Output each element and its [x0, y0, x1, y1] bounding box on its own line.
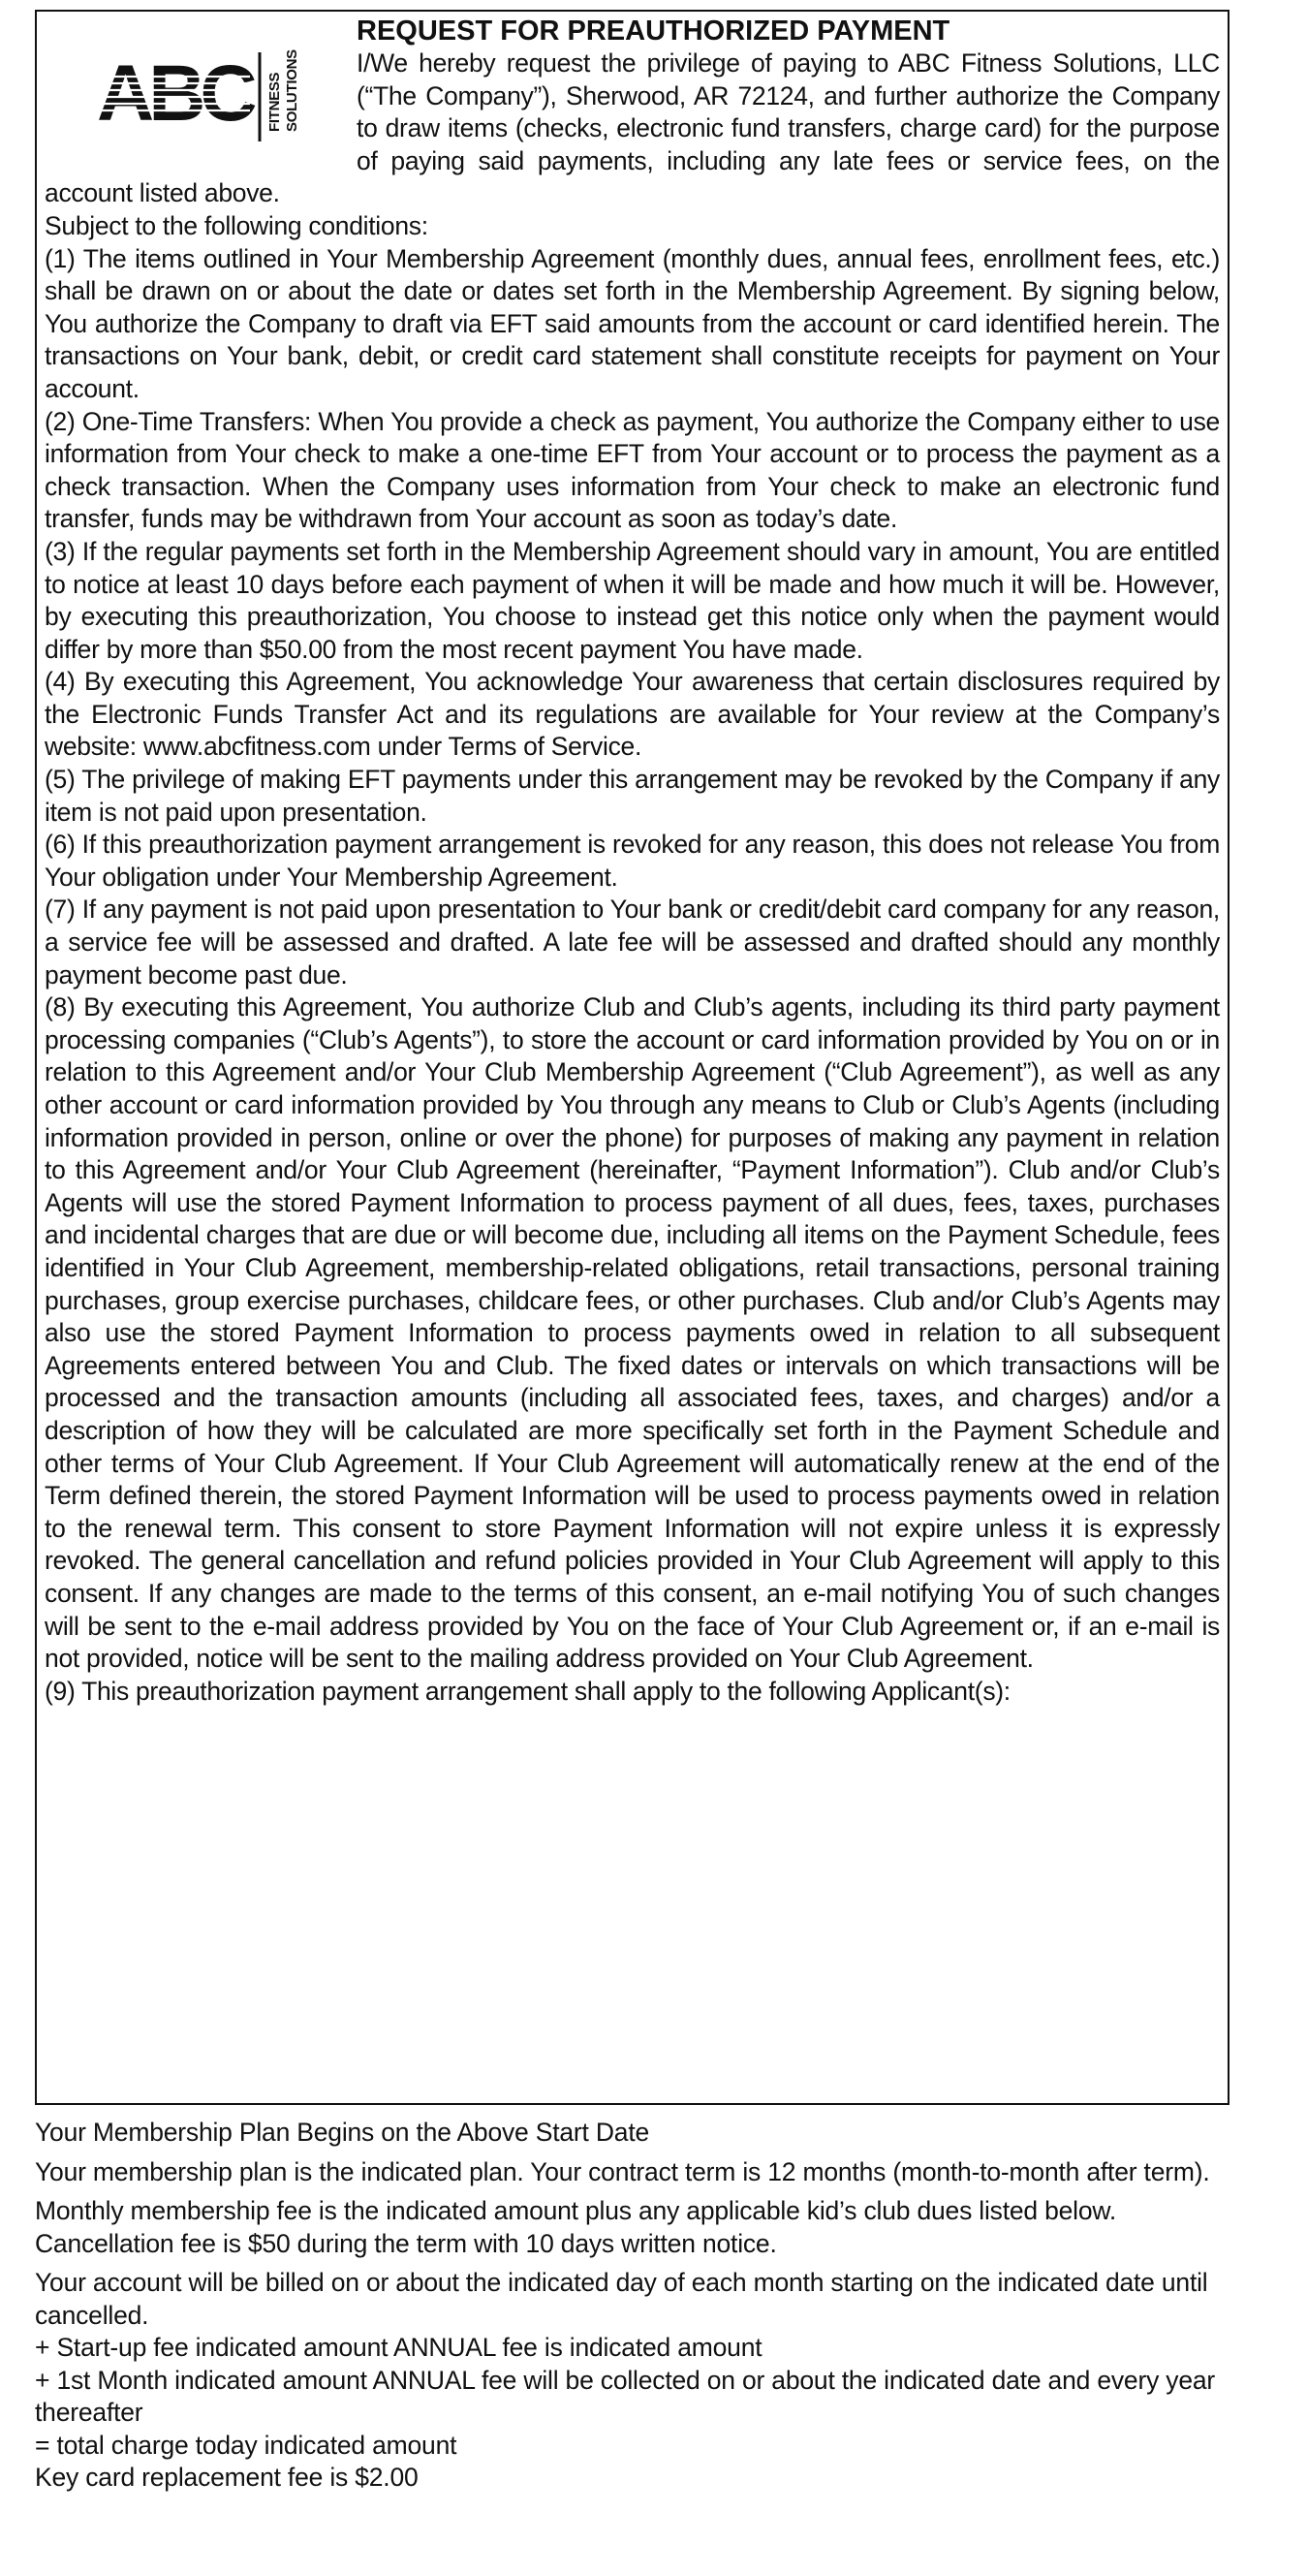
- condition-9: (9) This preauthorization payment arrangement shall apply to the following Applicant(s):: [45, 1676, 1011, 1706]
- condition-5: (5) The privilege of making EFT payments under this arrangement may be revoked by the Company if any item is not paid upon presentation.: [45, 765, 1220, 827]
- plan-startup-fee: + Start-up fee indicated amount ANNUAL fee is indicated amount: [35, 2333, 762, 2362]
- condition-6: (6) If this preauthorization payment arrangement is revoked for any reason, this does not release You from Your obligation under Your Membership Agreement.: [45, 830, 1220, 892]
- condition-8: (8) By executing this Agreement, You authorize Club and Club’s agents, including its third party payment processing companies (“Club’s Agents”), to store the account or card information provided by You on or in relation to this Agreement and/or Your Club Membership Agreement (“Club Agreement”), as well as any other account or card information provided by You through any means to Club or Club’s Agents (including information provided in person, online or over the phone) for purposes of making any payment in relation to this Agreement and/or Your Club Agreement (hereinafter, “Payment Information”). Club and/or Club’s Agents will use the stored Payment Information to process payment of all dues, fees, taxes, purchases and incidental charges that are due or will become due, including all items on the Payment Schedule, fees identified in Your Club Agreement, membership-related obligations, retail transactions, personal training purchases, group exercise purchases, childcare fees, or other purchases. Club and/or Club’s Agents may also use the stored Payment Information to process payments owed in relation to all subsequent Agreements entered between You and Club. The fixed dates or intervals on which transactions will be processed and the transaction amounts (including all associated fees, taxes, and charges) and/or a description of how they will be calculated are more specifically set forth in the Payment Schedule and other terms of Your Club Agreement. If Your Club Agreement will automatically renew at the end of the Term defined therein, the stored Payment Information will be used to process payments owed in relation to the renewal term. This consent to store Payment Information will not expire unless it is expressly revoked. The general cancellation and refund policies provided in Your Club Agreement will apply to this consent. If any changes are made to the terms of this consent, an e-mail notifying You of such changes will be sent to the e-mail address provided by You on the face of Your Club Agreement or, if an e-mail is not provided, notice will be sent to the mailing address provided on Your Club Agreement.: [45, 992, 1220, 1674]
- plan-annual-fee: + 1st Month indicated amount ANNUAL fee will be collected on or about the indicated date and every year thereafter: [35, 2365, 1216, 2427]
- conditions-intro: Subject to the following conditions:: [45, 210, 428, 240]
- abc-fitness-logo: [45, 16, 351, 161]
- logo-tagline-solutions: SOLUTIONS: [284, 49, 300, 132]
- plan-keycard: Key card replacement fee is $2.00: [35, 2463, 419, 2492]
- plan-term: Your membership plan is the indicated plan. Your contract term is 12 months (month-to-month after term).: [35, 2156, 1210, 2186]
- plan-billing: Your account will be billed on or about the indicated day of each month starting on the indicated date until cancelled.: [35, 2268, 1208, 2330]
- plan-fee: Monthly membership fee is the indicated amount plus any applicable kid’s club dues listed below. Cancellation fee is $50 during the term with 10 days written notice.: [35, 2196, 1117, 2258]
- plan-begins: Your Membership Plan Begins on the Above Start Date: [35, 2118, 650, 2147]
- plan-total: = total charge today indicated amount: [35, 2430, 457, 2460]
- condition-4: (4) By executing this Agreement, You acknowledge Your awareness that certain disclosures required by the Electronic Funds Transfer Act and its regulations are available for Your review at the Company’s website: www.abcfitness.com under Terms of Service.: [45, 667, 1220, 762]
- condition-7: (7) If any payment is not paid upon presentation to Your bank or credit/debit card company for any reason, a service fee will be assessed and drafted. A late fee will be assessed and drafted should any monthly payment become past due.: [45, 895, 1220, 990]
- membership-plan-info: [35, 2117, 1236, 2495]
- intro-paragraph: I/We hereby request the privilege of paying to ABC Fitness Solutions, LLC (“The Company”), Sherwood, AR 72124, and further authorize the Company to draw items (checks, electronic fund transfers, charge card) for the purpose of paying said payments, including any late fees or service fees, on the account listed above.: [45, 48, 1220, 208]
- condition-1: (1) The items outlined in Your Membership Agreement (monthly dues, annual fees, enrollment fees, etc.) shall be drawn on or about the date or dates set forth in the Membership Agreement. By signing below, You authorize the Company to draft via EFT said amounts from the account or card identified herein. The transactions on Your bank, debit, or credit card statement shall constitute receipts for payment on Your account.: [45, 243, 1220, 403]
- logo-tagline-fitness: FITNESS: [266, 72, 283, 132]
- condition-3: (3) If the regular payments set forth in the Membership Agreement should vary in amount, You are entitled to notice at least 10 days before each payment of when it will be made and how much it will be. However, by executing this preauthorization, You choose to instead get this notice only when the payment would differ by more than $50.00 from the most recent payment You have made.: [45, 536, 1220, 664]
- form-title: REQUEST FOR PREAUTHORIZED PAYMENT: [357, 16, 950, 47]
- abc-logo-graphic: [95, 45, 318, 151]
- logo-letters: ABC: [97, 49, 252, 138]
- condition-2: (2) One-Time Transfers: When You provide a check as payment, You authorize the Company either to use information from Your check to make a one-time EFT from Your account or to process the payment as a check transaction. When the Company uses information from Your check to make an electronic fund transfer, funds may be withdrawn from Your account as soon as today’s date.: [45, 406, 1220, 534]
- preauthorization-box: [35, 10, 1229, 2105]
